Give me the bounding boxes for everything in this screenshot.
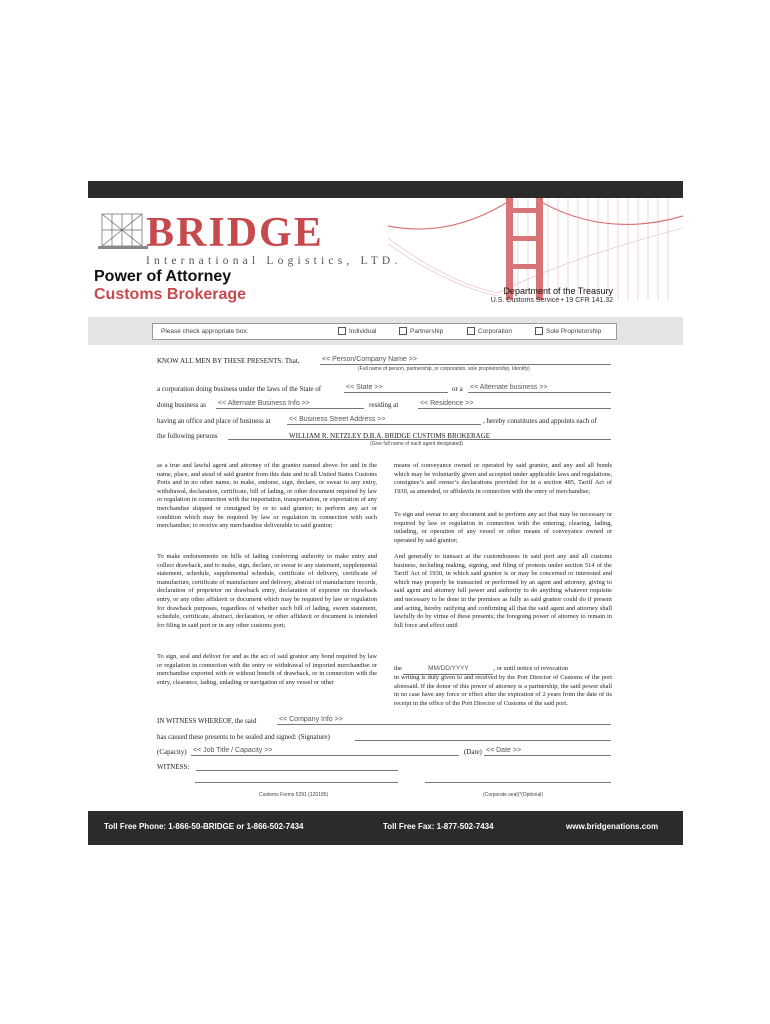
witness-underline-2[interactable] [195,782,398,783]
check-prompt: Please check appropriate box: [161,327,249,335]
label-individual: Individual [349,327,377,335]
label-partnership: Partnership [410,327,444,335]
checkbox-individual[interactable] [338,327,346,335]
the-label: the [394,665,402,672]
state-field[interactable]: << State >> [346,384,383,391]
corporate-seal-label: (Corporate seal)*(Optional) [483,792,544,798]
paragraph-left-2: To make endorsements on bills of lading conferring authority to make entry and collect drawback, and to make, sign, declare, or swear to any statement, supplemental statement, schedule, supplemental schedule, certificate of delivery, certificate of manufacture, certificate of manufacture and delivery, abstract of manufacture records, declaration of proprietor on drawback entry, declaration of exporter on drawback entry, or any other affidavit or document which may be required by law or regulation for drawback purposes, regardless of whether such bill of lading, sworn statement, schedule, certificate, abstract, declaration, or other affidavit or document is intended for filing in said port or in any other customs port; [157,553,377,629]
residing-label: residing at [369,401,399,409]
paragraph-right-3a: And generally to transact at the customhouses in said port any and all customs business, including making, signing, and filing of protests under section 514 of the Tariff Act of 1930, in which said grantor is or may be concerned or interested and which may properly be transacted or performed by an agent and attorney, giving to said agent and attorney full power and authority to do anything whatever requisite and necessary to be done in the premises as fully as said grantor could do if present and acting, hereby ratifying and confirming all that the said agent and attorney shall lawfully do by virtue of these presents; the foregoing power of attorney to remain in full force and effect until [394,553,612,629]
seal-underline [425,782,611,783]
company-info-field[interactable]: << Company Info >> [279,716,343,723]
footer-fax: Toll Free Fax: 1-877-502-7434 [383,822,494,831]
date-underline [484,755,611,756]
or-a-label: or a [452,385,463,393]
checkbox-sole-proprietorship[interactable] [535,327,543,335]
witness-underline-1[interactable] [196,770,398,771]
date-field[interactable]: << Date >> [486,747,522,754]
caused-label: has caused these presents to be sealed and signed: (Signature) [157,733,330,741]
corp-label: a corporation doing business under the laws of the State of [157,385,322,393]
department-title: Department of the Treasury [503,286,613,296]
department-block [491,286,613,304]
department-subtitle: U.S. Customs Service • 19 CFR 141.32 [490,297,613,304]
checkbox-partnership[interactable] [399,327,407,335]
street-underline [287,424,481,425]
paragraph-right-2: To sign and swear to any document and to perform any act that may be necessary or required by law or regulation in connection with the entering, clearing, lading, unlading, or operation of any vessel or other means of conveyance owned or operated by said grantor; [394,511,612,544]
logo-bridge-icon [98,210,148,252]
know-all-label: KNOW ALL MEN BY THESE PRESENTS: That, [157,357,300,365]
residence-underline [418,408,611,409]
date-label: (Date) [464,748,482,756]
logo-wordmark: BRIDGE [146,210,324,256]
top-bar [88,181,683,198]
company-info-underline [277,724,611,725]
footer-website[interactable]: www.bridgenations.com [566,822,659,831]
bridge-illustration [388,198,683,300]
power-of-attorney-document [88,181,683,845]
form-number: Customs Forms 5291 (120185) [259,792,329,798]
following-label: the following persons [157,432,218,440]
job-title-field[interactable]: << Job Title / Capacity >> [193,747,273,754]
label-corporation: Corporation [478,327,512,335]
paragraph-right-1: means of conveyance owned or operated by said grantor, and any and all bonds which may be voluntarily given and accepted under applicable laws and regulations, consignee’s and owner’s declarations provided for in a section 485, Tariff Act of 1930, as amended, or affidavits in connection with the entry of merchandise; [394,462,612,495]
footer-bar [88,811,683,845]
label-sole-proprietorship: Sole Proprietorship [546,327,602,335]
person-company-field[interactable]: << Person/Company Name >> [322,356,417,363]
footer-phone: Toll Free Phone: 1-866-50-BRIDGE or 1-866-502-7434 [104,822,304,831]
witness-label: WITNESS: [157,763,190,771]
residence-field[interactable]: << Residence >> [420,400,474,407]
capacity-label: (Capacity) [157,748,187,756]
entity-type-row [152,323,617,340]
customs-brokerage-title: Customs Brokerage [94,286,247,303]
office-label: having an office and place of business at [157,417,271,425]
person-hint: (Full name of person, partnership, or corporation, sole proprietorship, Identify) [358,366,530,372]
checkbox-corporation[interactable] [467,327,475,335]
page-title: Power of Attorney [94,268,232,285]
paragraph-left-3: To sign, seal and deliver for and as the act of said grantor any bond required by law or regulation in connection with the entry or withdrawal of imported merchandise or merchandise exported with or without benefit of drawback, or in connection with the entry, clearance, lading, unlading or navigation of any vessel or other [157,653,377,686]
alt-business-field[interactable]: << Alternate business >> [470,384,548,391]
capacity-underline [191,755,459,756]
date-until-field[interactable]: MM/DD/YYYY [403,665,493,675]
alt-business-underline [468,392,611,393]
paragraph-right-3b: in writing is duly given to and received by the Port Director of Customs of the port aforesaid. If the donor of this power of attorney is a partnership, the said power shall in no case have any force or effect after the expiration of 2 years from the date of its receipt in the office of the Port Director of Customs of the said port. [394,674,612,707]
agent-names: WILLIAM R. NETZLEY D.B.A. BRIDGE CUSTOMS BROKERAGE [289,432,491,440]
alt-info-underline [216,408,364,409]
alt-business-info-field[interactable]: << Alternate Business Info >> [218,400,310,407]
person-underline [320,364,611,365]
in-witness-label: IN WITNESS WHEREOF, the said [157,717,257,725]
signature-underline[interactable] [355,740,611,741]
appoints-label: , hereby constitutes and appoints each of [483,417,597,425]
paragraph-left-1: as a true and lawful agent and attorney of the grantor named above for and in the name, place, and stead of said grantor from this date and in all United States Customs Ports and in no other name, to make, endorse, sign, declare, or swear to any entry, withdrawal, declaration, certificate, bill of lading, or other document required by law or regulation in connection with the importation, transportation, or exportation of any merchandise shipped or consigned by or to said grantor; to perform any act or condition which may be required by law or regulation in connection with such merchandise; to receive any merchandise deliverable to said grantor; [157,462,377,530]
doing-as-label: doing business as [157,401,206,409]
state-underline [344,392,448,393]
header [88,198,683,300]
until-label: , or until notice of revocation [493,665,568,672]
street-field[interactable]: << Business Street Address >> [289,416,386,423]
logo-subtitle: International Logistics, LTD. [146,255,402,267]
agent-hint: (Give full name of each agent designated) [370,441,463,447]
